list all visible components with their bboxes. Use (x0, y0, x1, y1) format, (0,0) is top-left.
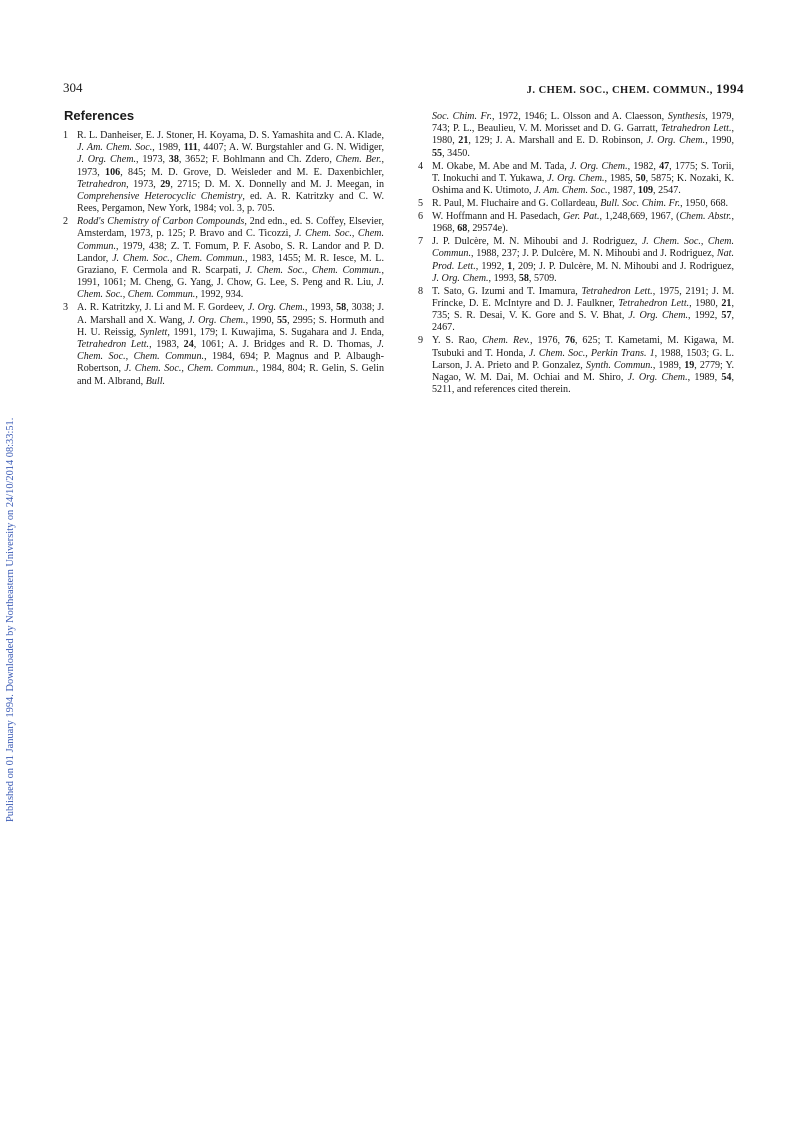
reference-number: 3 (63, 302, 69, 314)
download-watermark: Published on 01 January 1994. Downloaded by Northeastern University on 24/10/2014 08:33:51. (5, 417, 16, 822)
citation-text: , 1985, (604, 172, 636, 184)
reference-number: 9 (418, 335, 424, 347)
citation-text: , 735; S. R. Desai, V. K. Gore and S. V. Bhat, (432, 298, 734, 322)
citation-text: , 1973, (126, 178, 161, 190)
citation-text: , 5709. (528, 272, 557, 284)
citation-volume: 111 (183, 142, 198, 154)
citation-text: , 1979, 743; P. L., Beaulieu, V. M. Morisset and D. G. Garratt, (432, 111, 734, 135)
reference-text (77, 216, 384, 301)
reference-text (432, 236, 734, 285)
citation-italic: Tetrahedron Lett. (660, 123, 732, 135)
reference-item (63, 216, 384, 301)
citation-text: , 1984, 694; P. Magnus and P. Albaugh-Robertson, (77, 351, 385, 375)
citation-text: , 2547. (653, 185, 681, 197)
citation-volume: 1 (507, 260, 513, 272)
journal-year: 1994 (716, 81, 744, 96)
citation-text: A. R. Katritzky, J. Li and M. F. Gordeev, (77, 302, 248, 314)
reference-continuation (418, 111, 734, 160)
citation-text: , 1990, (705, 135, 734, 147)
citation-italic: J. Chem. Soc., Perkin Trans. 1 (528, 347, 655, 359)
citation-volume: 47 (659, 160, 670, 172)
citation-italic: Synlett (139, 326, 168, 338)
citation-text: , 1989, (687, 372, 722, 384)
reference-item (418, 286, 734, 335)
citation-text: T. Sato, G. Izumi and T. Imamura, (432, 285, 582, 297)
reference-item (418, 211, 734, 235)
citation-text: W. Hoffmann and H. Pasedach, (432, 211, 564, 223)
citation-volume: 58 (518, 272, 529, 284)
citation-italic: J. Am. Chem. Soc. (77, 142, 153, 154)
citation-volume: 21 (458, 135, 469, 147)
citation-volume: 68 (457, 223, 468, 235)
reference-text (77, 302, 384, 387)
reference-item (418, 161, 734, 198)
citation-italic: J. Org. Chem. (547, 172, 605, 184)
reference-number: 4 (418, 160, 424, 172)
citation-text: , 29574e). (467, 223, 508, 235)
references-column-left (63, 130, 384, 389)
citation-volume: 55 (276, 314, 288, 326)
reference-item (418, 335, 734, 396)
citation-volume: 76 (564, 335, 576, 347)
reference-text (77, 130, 384, 215)
citation-text: , 2467. (432, 310, 735, 334)
references-heading: References (64, 108, 135, 123)
citation-volume: 58 (336, 302, 347, 314)
citation-italic: J. Am. Chem. Soc. (534, 185, 608, 197)
citation-text: , 1973, (136, 154, 169, 166)
citation-text: , 1991, 1061; M. Cheng, G. Yang, J. Chow, G. Lee, S. Peng and R. Liu, (77, 265, 384, 289)
citation-italic: Tetrahedron (77, 178, 127, 190)
citation-text: , 1972, 1946; L. Olsson and A. Claesson, (491, 111, 668, 122)
citation-text: R. L. Danheiser, E. J. Stoner, H. Koyama, D. S. Yamashita and C. A. Klade, (77, 130, 384, 141)
citation-text: J. P. Dulcère, M. N. Mihoubi and J. Rodriguez, (432, 236, 642, 248)
reference-item (63, 130, 384, 215)
citation-italic: Chem. Rev. (482, 335, 530, 347)
citation-text: , 1993, (305, 302, 337, 314)
citation-text: , 1983, 1455; M. R. Iesce, M. L. Graziano, F. Cermola and R. Scarpati, (77, 252, 384, 277)
citation-text: , 1979, 438; Z. T. Fomum, P. F. Asobo, S. R. Landor and P. D. Landor, (77, 240, 384, 264)
reference-text (432, 111, 734, 160)
citation-text: , 1987, (607, 185, 638, 197)
citation-text: , 1976, (529, 335, 565, 347)
citation-text: R. Paul, M. Fluchaire and G. Collardeau, (432, 198, 601, 210)
citation-text: , 1982, (627, 160, 660, 172)
citation-text: , 1968, (432, 211, 734, 235)
citation-italic: J. Chem. Soc., Chem. Commun. (77, 228, 384, 252)
citation-text: , ed. A. R. Katritzky and C. W. Rees, Pergamon, New York, 1984; vol. 3, p. 705. (77, 191, 385, 215)
reference-text (432, 198, 734, 210)
citation-italic: Soc. Chim. Fr. (432, 111, 492, 122)
citation-text: , 3652; F. Bohlmann and Ch. Zdero, (178, 154, 336, 166)
page-number: 304 (63, 80, 83, 95)
citation-text: , 1061; A. J. Bridges and R. D. Thomas, (193, 339, 377, 351)
citation-italic: Rodd's Chemistry of Carbon Compounds (77, 216, 245, 228)
citation-italic: J. Chem. Soc., Chem. Commun. (432, 236, 734, 260)
citation-italic: Chem. Ber. (335, 154, 382, 166)
reference-item (418, 236, 734, 285)
journal-name: J. CHEM. SOC., CHEM. COMMUN., (526, 85, 713, 96)
citation-text: Y. S. Rao, (432, 335, 483, 347)
reference-number: 5 (418, 198, 424, 210)
citation-volume: 54 (721, 372, 732, 384)
citation-italic: J. Org. Chem. (188, 314, 246, 326)
citation-text: , 1993, (488, 272, 519, 284)
citation-italic: Chem. Abstr. (679, 211, 732, 223)
citation-text: , 129; J. A. Marshall and E. D. Robinson, (468, 135, 647, 147)
reference-text (432, 335, 734, 396)
citation-volume: 19 (684, 359, 695, 371)
citation-italic: J. Org. Chem. (432, 272, 489, 284)
citation-italic: J. Org. Chem. (627, 372, 688, 384)
citation-text: , 1984, 804; R. Gelin, S. Gelin and M. Albrand, (77, 363, 384, 387)
citation-text: , 1988, 1503; G. L. Larson, J. A. Prieto and P. Gonzalez, (432, 347, 734, 371)
citation-text: , 1992, (688, 310, 722, 322)
citation-text: , 1980, (432, 123, 734, 147)
reference-text (432, 211, 734, 235)
citation-text: , 1990, (245, 314, 277, 326)
citation-text: , 1992, (475, 260, 508, 272)
citation-italic: Bull. Soc. Chim. Fr. (600, 198, 681, 210)
citation-text: , 845; M. D. Grove, D. Weisleder and M. E. Daxenbichler, (120, 166, 384, 178)
citation-text: , 1973, (77, 154, 385, 178)
citation-italic: Bull. (145, 375, 166, 387)
reference-item (418, 198, 734, 210)
citation-text: , 3038; J. A. Marshall and X. Wang, (77, 302, 384, 326)
citation-italic: J. Chem. Soc., Chem. Commun. (77, 339, 384, 363)
citation-text: , 2779; Y. Nagao, W. M. Dai, M. Ochiai and M. Shiro, (432, 359, 735, 384)
citation-text: , 1988, 237; J. P. Dulcère, M. N. Mihoubi and J. Rodriguez, (470, 248, 717, 260)
citation-italic: J. Chem. Soc., Chem. Commun. (124, 363, 256, 375)
citation-volume: 29 (160, 178, 171, 190)
citation-text: , 5211, and references cited therein. (432, 372, 734, 396)
reference-item (63, 302, 384, 387)
citation-volume: 109 (637, 185, 654, 197)
citation-volume: 21 (721, 298, 732, 310)
running-head (527, 81, 744, 97)
citation-italic: Tetrahedron Lett. (77, 339, 150, 351)
citation-text: , 5875; K. Nozaki, K. Oshima and K. Utimoto, (432, 172, 735, 197)
citation-volume: 24 (183, 339, 194, 351)
reference-text (432, 286, 734, 335)
citation-italic: Ger. Pat. (563, 211, 600, 223)
citation-text: , 1989, (652, 359, 685, 371)
citation-italic: J. Org. Chem. (646, 135, 706, 147)
citation-italic: Synthesis (667, 111, 706, 122)
citation-italic: Tetrahedron Lett. (581, 285, 653, 297)
reference-number: 1 (63, 130, 69, 141)
citation-text: , 1,248,669, 1967, ( (599, 211, 680, 223)
citation-italic: Nat. Prod. Lett. (432, 248, 734, 272)
citation-text: , 1983, (149, 339, 184, 351)
citation-volume: 50 (635, 172, 646, 184)
citation-text: , 2715; D. M. X. Donnelly and M. J. Meegan, in (170, 178, 384, 190)
citation-text: M. Okabe, M. Abe and M. Tada, (432, 160, 570, 172)
citation-text: , 2nd edn., ed. S. Coffey, Elsevier, Amsterdam, 1973, p. 125; P. Bravo and C. Ticozzi, (77, 216, 384, 240)
reference-number: 6 (418, 211, 424, 223)
citation-italic: Comprehensive Heterocyclic Chemistry (77, 191, 243, 203)
citation-text: , 3450. (442, 147, 470, 159)
citation-italic: Tetrahedron Lett. (618, 298, 690, 310)
reference-number: 2 (63, 216, 69, 228)
citation-italic: J. Chem. Soc., Chem. Commun. (245, 265, 382, 277)
citation-text: , 1775; S. Torii, T. Inokuchi and T. Yukawa, (432, 160, 735, 184)
reference-text (432, 161, 734, 198)
citation-volume: 106 (105, 166, 121, 178)
citation-text: , 1991, 179; I. Kuwajima, S. Sugahara and J. Enda, (167, 326, 384, 338)
citation-italic: J. Org. Chem. (247, 302, 306, 314)
references-column-right (418, 111, 734, 397)
citation-volume: 38 (168, 154, 179, 166)
citation-italic: J. Org. Chem. (628, 310, 689, 322)
citation-text: , 1989, (152, 142, 184, 154)
citation-italic: J. Org. Chem. (77, 154, 137, 166)
citation-italic: J. Org. Chem. (569, 160, 628, 172)
citation-text: , 1975, 2191; J. M. Fríncke, D. E. McIntyre and D. J. Faulkner, (432, 285, 734, 310)
citation-italic: J. Chem. Soc., Chem. Commun. (77, 277, 384, 301)
citation-text: , 209; J. P. Dulcère, M. N. Mihoubi and J. Rodriguez, (512, 260, 735, 272)
citation-text: , 625; T. Kametami, M. Kigawa, M. Tsubuki and T. Honda, (432, 335, 735, 359)
citation-volume: 57 (721, 310, 732, 322)
reference-number: 8 (418, 285, 424, 297)
reference-number: 7 (418, 236, 424, 248)
citation-italic: Synth. Commun. (585, 359, 653, 371)
citation-text: , 1980, (689, 298, 722, 310)
citation-text: , 1950, 668. (680, 198, 729, 210)
citation-text: , 2995; S. Hormuth and H. U. Reissig, (77, 314, 384, 338)
citation-text: , 4407; A. W. Burgstahler and G. N. Widiger, (197, 142, 384, 154)
citation-volume: 55 (432, 147, 443, 159)
citation-italic: J. Chem. Soc., Chem. Commun. (112, 252, 245, 264)
citation-text: , 1992, 934. (195, 289, 244, 301)
